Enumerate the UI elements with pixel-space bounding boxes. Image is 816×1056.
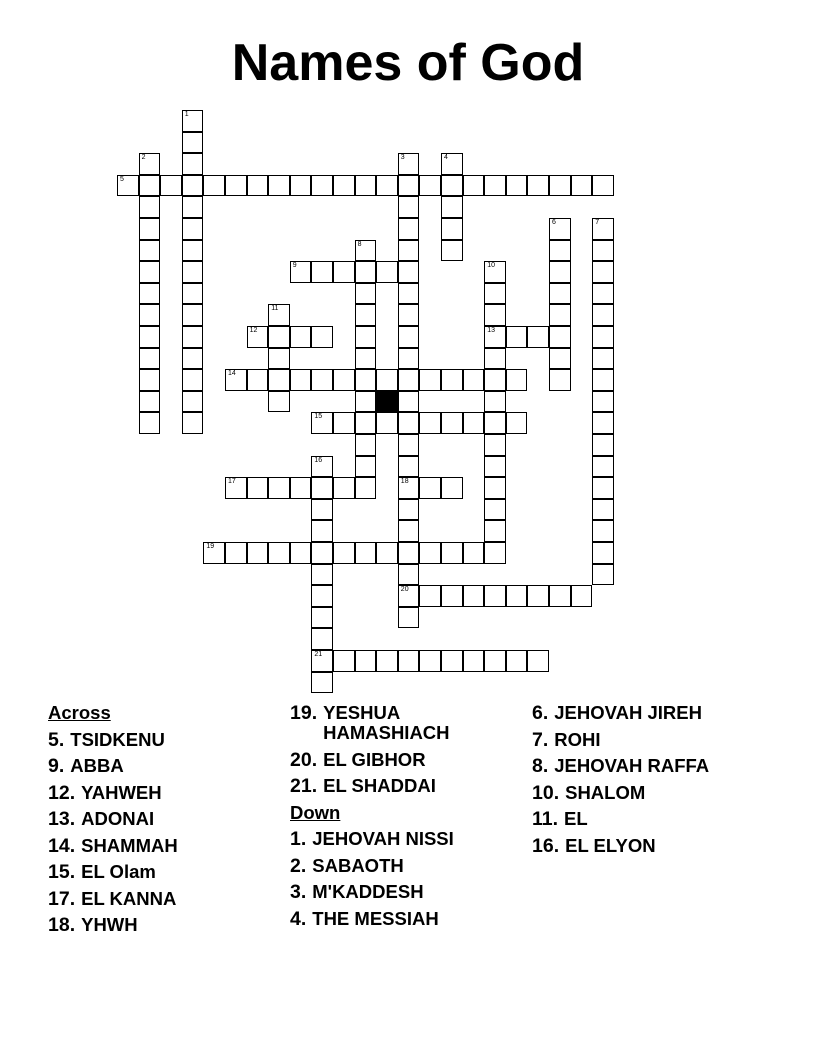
grid-cell[interactable] bbox=[247, 326, 269, 348]
clue-text: ADONAI bbox=[81, 808, 155, 829]
grid-cell[interactable] bbox=[463, 542, 485, 564]
grid-cell[interactable] bbox=[398, 175, 420, 197]
grid-cell[interactable] bbox=[311, 520, 333, 542]
clue-down-8 bbox=[532, 753, 772, 780]
grid-cell[interactable] bbox=[398, 412, 420, 434]
grid-cell[interactable] bbox=[355, 650, 377, 672]
grid-cell[interactable] bbox=[311, 650, 333, 672]
grid-cell[interactable] bbox=[484, 412, 506, 434]
grid-cell[interactable] bbox=[592, 304, 614, 326]
grid-cell-number: 4 bbox=[444, 154, 448, 162]
clue-text: ABBA bbox=[70, 755, 124, 776]
grid-cell[interactable] bbox=[398, 240, 420, 262]
grid-cell[interactable] bbox=[398, 153, 420, 175]
grid-cell[interactable] bbox=[549, 261, 571, 283]
grid-cell-number: 21 bbox=[314, 651, 323, 658]
grid-cell[interactable] bbox=[290, 477, 312, 499]
grid-cell-number: 5 bbox=[120, 175, 124, 183]
grid-cell[interactable] bbox=[398, 434, 420, 456]
grid-cell[interactable] bbox=[463, 175, 485, 197]
grid-cell[interactable] bbox=[311, 564, 333, 586]
grid-cell[interactable] bbox=[333, 261, 355, 283]
grid-cell[interactable] bbox=[182, 348, 204, 370]
grid-cell[interactable] bbox=[182, 261, 204, 283]
grid-cell[interactable] bbox=[419, 412, 441, 434]
grid-cell[interactable] bbox=[333, 369, 355, 391]
clue-number: 16. bbox=[532, 834, 560, 857]
grid-cell[interactable] bbox=[398, 369, 420, 391]
grid-cell[interactable] bbox=[484, 650, 506, 672]
clue-number: 3. bbox=[290, 881, 307, 903]
grid-cell-number: 12 bbox=[249, 327, 258, 334]
clue-down-7 bbox=[532, 727, 772, 754]
grid-cell[interactable] bbox=[592, 261, 614, 283]
clue-number: 14. bbox=[48, 834, 76, 857]
clue-number: 8. bbox=[532, 755, 549, 777]
clue-number: 2. bbox=[290, 854, 307, 877]
grid-cell[interactable] bbox=[398, 585, 420, 607]
grid-cell[interactable] bbox=[182, 175, 204, 197]
clue-number: 10. bbox=[532, 781, 560, 804]
grid-cell-number: 14 bbox=[228, 370, 236, 378]
grid-cell[interactable] bbox=[549, 369, 571, 391]
grid-cell[interactable] bbox=[376, 261, 398, 283]
clue-text: TSIDKENU bbox=[70, 728, 165, 750]
grid-cell-number: 13 bbox=[487, 327, 495, 334]
grid-cell[interactable] bbox=[398, 542, 420, 564]
grid-cell[interactable] bbox=[139, 283, 161, 305]
grid-cell[interactable] bbox=[333, 477, 355, 499]
grid-cell[interactable] bbox=[290, 261, 312, 283]
grid-cell[interactable] bbox=[398, 391, 420, 413]
clue-number: 18. bbox=[48, 914, 76, 936]
grid-cell[interactable] bbox=[549, 240, 571, 262]
grid-cell[interactable] bbox=[592, 218, 614, 240]
grid-cell[interactable] bbox=[355, 240, 377, 262]
grid-cell[interactable] bbox=[376, 650, 398, 672]
clue-number: 13. bbox=[48, 808, 76, 830]
grid-cell[interactable] bbox=[290, 175, 312, 197]
grid-cell[interactable] bbox=[355, 369, 377, 391]
grid-cell[interactable] bbox=[463, 650, 485, 672]
clue-text: SABAOTH bbox=[312, 854, 404, 876]
clue-text: YHWH bbox=[81, 914, 138, 935]
clue-number: 11. bbox=[532, 808, 559, 830]
grid-cell[interactable] bbox=[506, 326, 528, 348]
grid-cell[interactable] bbox=[355, 175, 377, 197]
grid-cell[interactable] bbox=[571, 175, 593, 197]
grid-cell[interactable] bbox=[571, 585, 593, 607]
grid-cell[interactable] bbox=[506, 175, 528, 197]
grid-cell[interactable] bbox=[268, 348, 290, 370]
grid-cell[interactable] bbox=[592, 499, 614, 521]
grid-cell[interactable] bbox=[182, 412, 204, 434]
grid-cell[interactable] bbox=[592, 326, 614, 348]
clue-across-15 bbox=[48, 859, 283, 886]
grid-cell[interactable] bbox=[398, 326, 420, 348]
grid-cell[interactable] bbox=[484, 434, 506, 456]
grid-cell[interactable] bbox=[398, 196, 420, 218]
clue-text: SHALOM bbox=[565, 781, 646, 803]
grid-cell[interactable] bbox=[311, 412, 333, 434]
grid-cell-number: 17 bbox=[228, 478, 236, 486]
grid-cell[interactable] bbox=[592, 283, 614, 305]
grid-cell[interactable] bbox=[355, 283, 377, 305]
grid-cell[interactable] bbox=[311, 628, 333, 650]
clue-text: EL ELYON bbox=[565, 834, 656, 856]
grid-cell[interactable] bbox=[484, 456, 506, 478]
clue-number: 4. bbox=[290, 907, 307, 930]
grid-cell-number: 10 bbox=[487, 262, 495, 270]
clue-text: ROHI bbox=[554, 728, 601, 750]
grid-cell[interactable] bbox=[182, 283, 204, 305]
grid-cell[interactable] bbox=[527, 326, 549, 348]
grid-cell[interactable] bbox=[484, 585, 506, 607]
grid-cell[interactable] bbox=[463, 585, 485, 607]
grid-cell[interactable] bbox=[527, 650, 549, 672]
grid-black-square bbox=[376, 391, 398, 413]
grid-cell-number: 15 bbox=[314, 413, 323, 421]
grid-cell[interactable] bbox=[549, 326, 571, 348]
grid-cell[interactable] bbox=[398, 564, 420, 586]
clue-text: JEHOVAH NISSI bbox=[312, 828, 454, 849]
grid-cell[interactable] bbox=[139, 261, 161, 283]
grid-cell[interactable] bbox=[484, 542, 506, 564]
grid-cell[interactable] bbox=[268, 391, 290, 413]
clue-number: 12. bbox=[48, 781, 76, 804]
grid-cell[interactable] bbox=[182, 391, 204, 413]
grid-cell[interactable] bbox=[441, 477, 463, 499]
grid-cell[interactable] bbox=[549, 218, 571, 240]
grid-cell-number: 3 bbox=[400, 154, 405, 162]
grid-cell[interactable] bbox=[592, 175, 614, 197]
clue-text: EL KANNA bbox=[81, 887, 177, 909]
grid-cell[interactable] bbox=[441, 175, 463, 197]
grid-cell[interactable] bbox=[549, 585, 571, 607]
grid-cell[interactable] bbox=[592, 434, 614, 456]
grid-cell[interactable] bbox=[592, 477, 614, 499]
clue-number: 7. bbox=[532, 728, 549, 751]
clue-down-10 bbox=[532, 780, 772, 807]
grid-cell[interactable] bbox=[311, 477, 333, 499]
clue-column-2 bbox=[290, 700, 530, 932]
clue-across-13 bbox=[48, 806, 283, 833]
grid-cell[interactable] bbox=[182, 326, 204, 348]
grid-cell-number: 19 bbox=[206, 543, 215, 550]
clue-down-6 bbox=[532, 700, 772, 727]
grid-cell[interactable] bbox=[311, 499, 333, 521]
grid-cell[interactable] bbox=[139, 175, 161, 197]
grid-cell-number: 11 bbox=[271, 305, 279, 313]
grid-cell[interactable] bbox=[290, 542, 312, 564]
clue-text: EL bbox=[564, 808, 588, 829]
clue-text: JEHOVAH JIREH bbox=[554, 702, 702, 723]
grid-cell[interactable] bbox=[398, 348, 420, 370]
grid-cell[interactable] bbox=[592, 542, 614, 564]
grid-cell[interactable] bbox=[376, 542, 398, 564]
grid-cell[interactable] bbox=[290, 326, 312, 348]
grid-cell[interactable] bbox=[355, 477, 377, 499]
grid-cell[interactable] bbox=[139, 326, 161, 348]
grid-cell[interactable] bbox=[355, 261, 377, 283]
clue-across-12 bbox=[48, 780, 283, 807]
down-heading: Down bbox=[290, 801, 341, 823]
grid-cell[interactable] bbox=[182, 196, 204, 218]
grid-cell[interactable] bbox=[355, 434, 377, 456]
grid-cell[interactable] bbox=[355, 348, 377, 370]
clue-column-1 bbox=[48, 700, 283, 939]
clue-text: EL Olam bbox=[81, 861, 156, 882]
grid-cell[interactable] bbox=[398, 520, 420, 542]
grid-cell[interactable] bbox=[527, 585, 549, 607]
grid-cell[interactable] bbox=[441, 196, 463, 218]
grid-cell[interactable] bbox=[333, 542, 355, 564]
grid-cell[interactable] bbox=[268, 304, 290, 326]
grid-cell[interactable] bbox=[549, 348, 571, 370]
grid-cell[interactable] bbox=[441, 153, 463, 175]
clue-across-18 bbox=[48, 912, 283, 939]
grid-cell[interactable] bbox=[139, 412, 161, 434]
grid-cell[interactable] bbox=[333, 412, 355, 434]
grid-cell[interactable] bbox=[398, 650, 420, 672]
across-heading: Across bbox=[48, 702, 111, 723]
clue-number: 19. bbox=[290, 702, 318, 724]
clue-text: THE MESSIAH bbox=[312, 907, 439, 929]
clue-across-9 bbox=[48, 753, 283, 780]
clue-number: 9. bbox=[48, 755, 65, 777]
clue-number: 1. bbox=[290, 828, 307, 850]
grid-cell[interactable] bbox=[182, 132, 204, 154]
clue-down-1 bbox=[290, 826, 530, 853]
grid-cell[interactable] bbox=[203, 175, 225, 197]
grid-cell[interactable] bbox=[398, 477, 420, 499]
grid-cell[interactable] bbox=[311, 542, 333, 564]
grid-cell[interactable] bbox=[160, 175, 182, 197]
grid-cell[interactable] bbox=[139, 391, 161, 413]
grid-cell[interactable] bbox=[592, 240, 614, 262]
grid-cell-number: 18 bbox=[400, 478, 409, 486]
grid-cell[interactable] bbox=[311, 585, 333, 607]
clue-down-3 bbox=[290, 879, 530, 906]
grid-cell[interactable] bbox=[268, 477, 290, 499]
grid-cell[interactable] bbox=[268, 326, 290, 348]
grid-cell[interactable] bbox=[441, 650, 463, 672]
clue-across-14 bbox=[48, 833, 283, 860]
grid-cell[interactable] bbox=[182, 304, 204, 326]
grid-cell[interactable] bbox=[311, 607, 333, 629]
grid-cell[interactable] bbox=[398, 304, 420, 326]
grid-cell[interactable] bbox=[484, 369, 506, 391]
grid-cell[interactable] bbox=[592, 456, 614, 478]
grid-cell[interactable] bbox=[376, 369, 398, 391]
grid-cell[interactable] bbox=[592, 348, 614, 370]
grid-cell[interactable] bbox=[355, 542, 377, 564]
grid-cell[interactable] bbox=[398, 218, 420, 240]
grid-cell[interactable] bbox=[441, 240, 463, 262]
grid-cell[interactable] bbox=[484, 477, 506, 499]
grid-cell[interactable] bbox=[592, 520, 614, 542]
grid-cell[interactable] bbox=[376, 412, 398, 434]
grid-cell[interactable] bbox=[139, 348, 161, 370]
grid-cell[interactable] bbox=[247, 175, 269, 197]
grid-cell[interactable] bbox=[506, 412, 528, 434]
clue-number: 5. bbox=[48, 728, 65, 751]
grid-cell[interactable] bbox=[419, 585, 441, 607]
clue-down-2 bbox=[290, 853, 530, 880]
grid-cell-number: 9 bbox=[292, 262, 297, 270]
grid-cell[interactable] bbox=[311, 326, 333, 348]
grid-cell[interactable] bbox=[592, 369, 614, 391]
clue-number: 15. bbox=[48, 861, 76, 883]
grid-cell[interactable] bbox=[139, 218, 161, 240]
grid-cell-number: 2 bbox=[141, 154, 146, 162]
grid-cell[interactable] bbox=[311, 456, 333, 478]
grid-cell[interactable] bbox=[311, 261, 333, 283]
clue-number: 6. bbox=[532, 702, 549, 724]
grid-cell[interactable] bbox=[290, 369, 312, 391]
grid-cell[interactable] bbox=[506, 585, 528, 607]
grid-cell[interactable] bbox=[355, 304, 377, 326]
grid-cell[interactable] bbox=[182, 369, 204, 391]
grid-cell[interactable] bbox=[268, 175, 290, 197]
grid-cell[interactable] bbox=[311, 672, 333, 694]
grid-cell[interactable] bbox=[203, 542, 225, 564]
grid-cell-number: 16 bbox=[314, 456, 323, 464]
grid-cell[interactable] bbox=[592, 564, 614, 586]
grid-cell[interactable] bbox=[225, 477, 247, 499]
grid-cell[interactable] bbox=[549, 283, 571, 305]
clue-number: 17. bbox=[48, 887, 76, 910]
puzzle-title: Names of God bbox=[231, 34, 585, 92]
grid-cell-number: 8 bbox=[357, 240, 362, 248]
grid-cell[interactable] bbox=[419, 650, 441, 672]
clue-text: EL GIBHOR bbox=[323, 748, 426, 770]
grid-cell[interactable] bbox=[333, 175, 355, 197]
clue-down-16 bbox=[532, 833, 772, 860]
clue-text: EL SHADDAI bbox=[323, 775, 436, 796]
grid-cell-number: 1 bbox=[184, 111, 189, 118]
clue-number: 20. bbox=[290, 748, 318, 771]
grid-cell[interactable] bbox=[225, 175, 247, 197]
grid-cell[interactable] bbox=[247, 542, 269, 564]
clue-column-3 bbox=[532, 700, 772, 859]
grid-cell[interactable] bbox=[463, 369, 485, 391]
clue-text: JEHOVAH RAFFA bbox=[554, 755, 710, 776]
clue-text: YESHUA HAMASHIACH bbox=[323, 702, 450, 743]
grid-cell[interactable] bbox=[527, 175, 549, 197]
grid-cell[interactable] bbox=[441, 542, 463, 564]
grid-cell[interactable] bbox=[139, 153, 161, 175]
grid-cell[interactable] bbox=[139, 196, 161, 218]
grid-cell[interactable] bbox=[225, 369, 247, 391]
grid-cell[interactable] bbox=[398, 261, 420, 283]
grid-cell[interactable] bbox=[419, 477, 441, 499]
clue-down-11 bbox=[532, 806, 772, 833]
clue-text: M'KADDESH bbox=[312, 881, 424, 902]
grid-cell[interactable] bbox=[592, 412, 614, 434]
grid-cell[interactable] bbox=[268, 542, 290, 564]
grid-cell[interactable] bbox=[484, 520, 506, 542]
grid-cell-number: 20 bbox=[400, 586, 409, 594]
grid-cell[interactable] bbox=[484, 326, 506, 348]
grid-cell[interactable] bbox=[247, 477, 269, 499]
grid-cell[interactable] bbox=[376, 175, 398, 197]
grid-cell[interactable] bbox=[139, 240, 161, 262]
clue-across-21 bbox=[290, 773, 530, 800]
grid-cell[interactable] bbox=[419, 542, 441, 564]
grid-cell[interactable] bbox=[484, 175, 506, 197]
grid-cell[interactable] bbox=[398, 456, 420, 478]
grid-cell[interactable] bbox=[333, 650, 355, 672]
grid-cell[interactable] bbox=[484, 283, 506, 305]
clue-across-5 bbox=[48, 727, 283, 754]
grid-cell[interactable] bbox=[592, 391, 614, 413]
grid-cell[interactable] bbox=[441, 218, 463, 240]
grid-cell-number: 7 bbox=[595, 219, 600, 226]
grid-cell[interactable] bbox=[419, 175, 441, 197]
grid-cell[interactable] bbox=[419, 369, 441, 391]
grid-cell[interactable] bbox=[484, 261, 506, 283]
clue-text: SHAMMAH bbox=[81, 834, 178, 856]
grid-cell[interactable] bbox=[506, 650, 528, 672]
grid-cell[interactable] bbox=[311, 369, 333, 391]
grid-cell[interactable] bbox=[182, 153, 204, 175]
clue-across-19 bbox=[290, 700, 530, 747]
grid-cell[interactable] bbox=[268, 369, 290, 391]
grid-cell[interactable] bbox=[182, 240, 204, 262]
grid-cell[interactable] bbox=[549, 304, 571, 326]
grid-cell[interactable] bbox=[398, 607, 420, 629]
grid-cell[interactable] bbox=[182, 110, 204, 132]
grid-cell[interactable] bbox=[398, 283, 420, 305]
clue-number: 21. bbox=[290, 775, 318, 797]
grid-cell[interactable] bbox=[441, 369, 463, 391]
grid-cell[interactable] bbox=[139, 369, 161, 391]
clue-text: YAHWEH bbox=[81, 781, 162, 803]
grid-cell[interactable] bbox=[484, 348, 506, 370]
grid-cell-number: 6 bbox=[552, 219, 556, 226]
grid-cell[interactable] bbox=[398, 499, 420, 521]
grid-cell[interactable] bbox=[247, 369, 269, 391]
grid-cell[interactable] bbox=[355, 456, 377, 478]
grid-cell[interactable] bbox=[549, 175, 571, 197]
grid-cell[interactable] bbox=[355, 412, 377, 434]
grid-cell[interactable] bbox=[182, 218, 204, 240]
grid-cell[interactable] bbox=[441, 412, 463, 434]
grid-cell[interactable] bbox=[355, 391, 377, 413]
clue-across-20 bbox=[290, 747, 530, 774]
grid-cell[interactable] bbox=[463, 412, 485, 434]
clue-across-17 bbox=[48, 886, 283, 913]
grid-cell[interactable] bbox=[484, 304, 506, 326]
grid-cell[interactable] bbox=[484, 391, 506, 413]
grid-cell[interactable] bbox=[225, 542, 247, 564]
grid-cell[interactable] bbox=[506, 369, 528, 391]
grid-cell[interactable] bbox=[484, 499, 506, 521]
grid-cell[interactable] bbox=[355, 326, 377, 348]
grid-cell[interactable] bbox=[139, 304, 161, 326]
grid-cell[interactable] bbox=[441, 585, 463, 607]
clue-down-4 bbox=[290, 906, 530, 933]
grid-cell[interactable] bbox=[311, 175, 333, 197]
grid-cell[interactable] bbox=[117, 175, 139, 197]
